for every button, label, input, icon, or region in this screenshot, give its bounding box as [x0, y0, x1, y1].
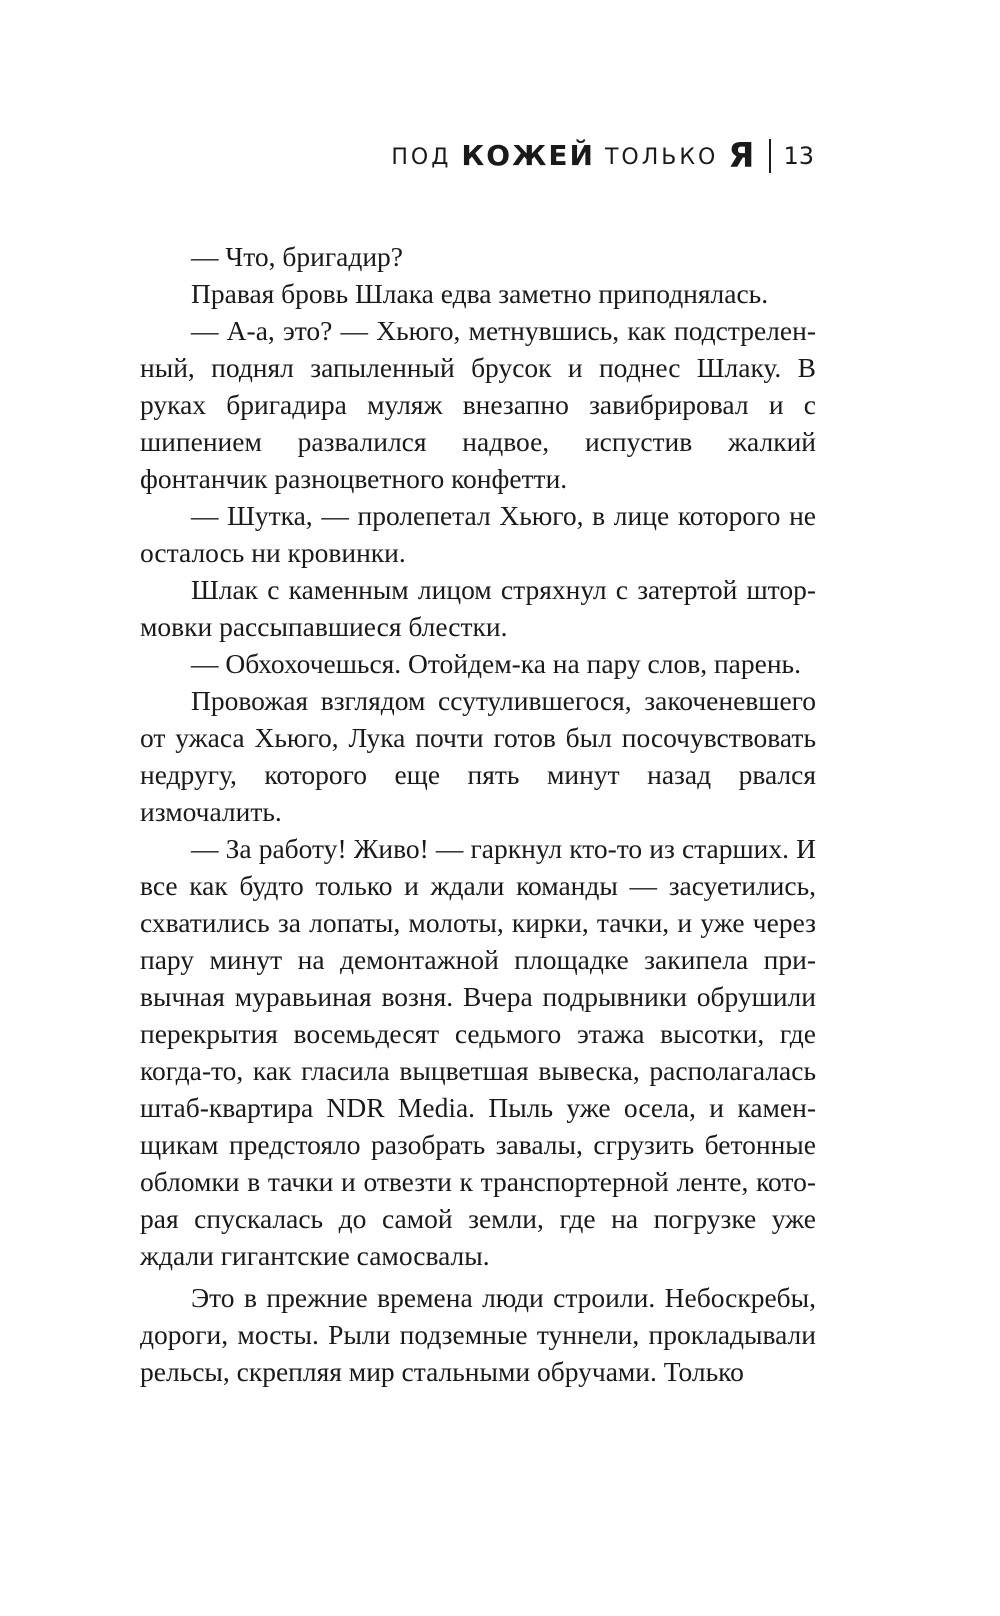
title-part-under: ПОД: [391, 145, 462, 170]
book-title: [391, 136, 755, 176]
title-word-me: Я: [728, 136, 756, 176]
paragraph: — Обхохочешься. Отойдем-ка на пару слов, парень.: [191, 648, 801, 679]
paragraph: Это в прежние времена люди строили. Небоскребы, дороги, мосты. Рыли подземные туннели, прокладывали рельсы, скрепляя мир стальными обручами. Только: [140, 1282, 816, 1387]
paragraph: — А-а, это? — Хьюго, метнувшись, как подстреленный, поднял запыленный брусок и поднес Шлаку. В руках бригадира муляж внезапно завибрировал и с шипением развалился надвое, испустив жалкий фонтанчик разноцветного конфетти.: [140, 315, 816, 494]
body-text: [140, 238, 816, 1390]
paragraph: — Что, бригадир?: [191, 241, 404, 272]
header-divider: [769, 139, 771, 173]
title-part-only: ТОЛЬКО: [594, 145, 729, 170]
paragraph: — За работу! Живо! — гаркнул кто-то из старших. И все как будто только и ждали команды — засуетились, схватились за лопаты, молоты, кирки, тачки, и уже через пару минут на демонтажной площадке закипела привычная муравьиная возня. Вчера подрывники обрушили перекрытия восемьдесят седьмого этажа высотки, где когда-то, как гласила выцветшая вывеска, располагалась штаб-квартира NDR Media. Пыль уже осела, и каменщикам предстояло разобрать завалы, сгрузить бетонные обломки в тачки и отвезти к транспортерной ленте, которая спускалась до самой земли, где на погрузке уже ждали гигантские самосвалы.: [140, 833, 816, 1271]
paragraph: Шлак с каменным лицом стряхнул с затертой штормовки рассыпавшиеся блестки.: [140, 574, 816, 642]
title-word-skin: КОЖЕЙ: [461, 139, 595, 172]
page-number: 13: [783, 142, 814, 170]
paragraph: Провожая взглядом ссутулившегося, закоченевшего от ужаса Хьюго, Лука почти готов был посочувствовать недругу, которого еще пять минут назад рвался измочалить.: [140, 685, 816, 827]
running-head: [391, 136, 814, 176]
paragraph: Правая бровь Шлака едва заметно приподнялась.: [191, 278, 769, 309]
paragraph: — Шутка, — пролепетал Хьюго, в лице которого не осталось ни кровинки.: [140, 500, 816, 568]
